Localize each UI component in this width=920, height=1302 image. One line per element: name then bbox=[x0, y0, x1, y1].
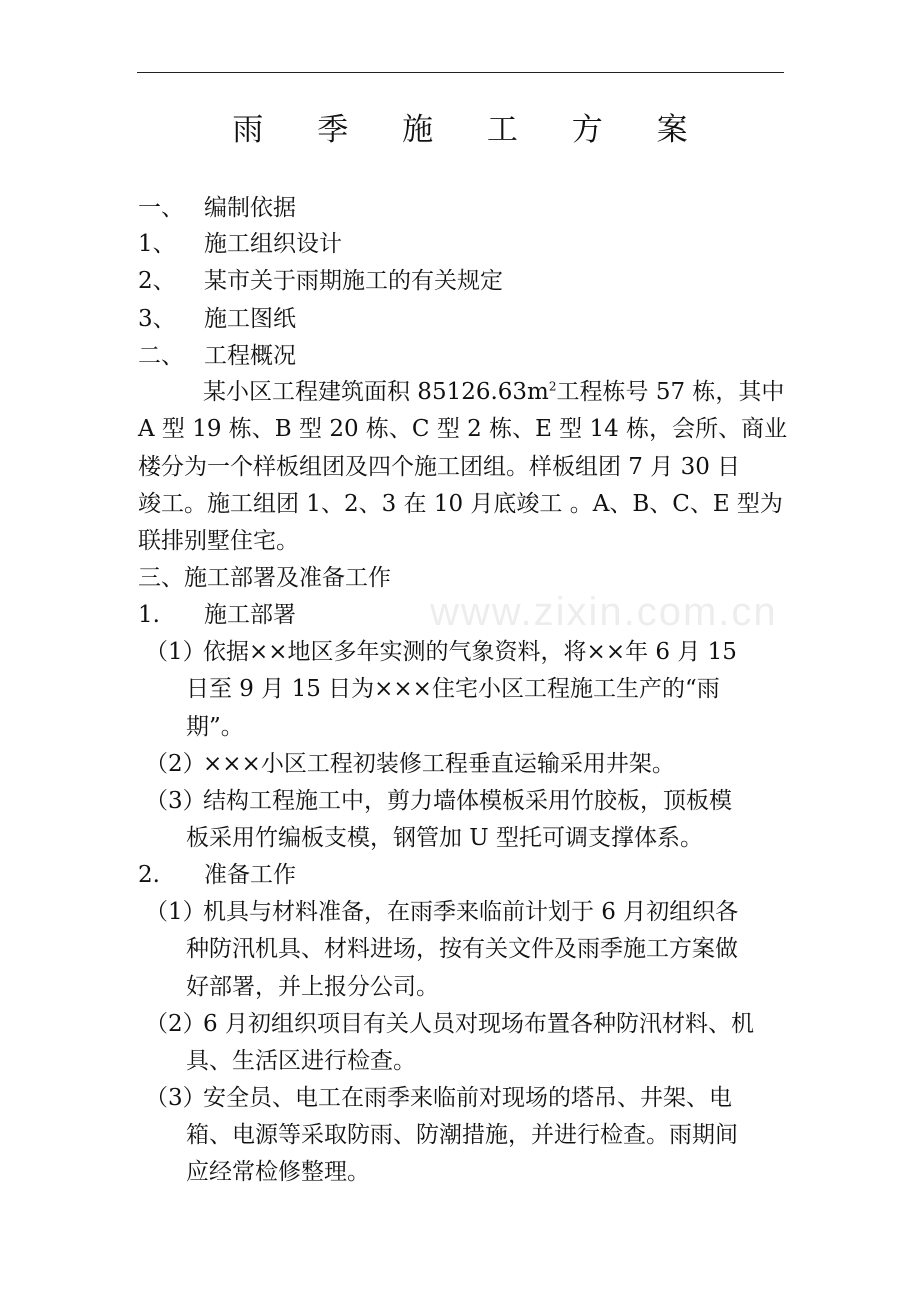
prep-item-line: 好部署，并上报分公司。 bbox=[186, 974, 439, 1000]
section-heading-2: 二、 工程概况 bbox=[138, 343, 296, 369]
overview-line: A 型 19 栋、B 型 20 栋、C 型 2 栋、E 型 14 栋，会所、商业 bbox=[138, 416, 788, 442]
list-item: 1、 施工组织设计 bbox=[138, 231, 342, 257]
section-heading-3: 三、施工部署及准备工作 bbox=[138, 565, 391, 591]
page-title: 雨 季 施 工 方 案 bbox=[232, 112, 710, 148]
prep-item-num: （2） bbox=[145, 1011, 206, 1037]
prep-item-line: 箱、电源等采取防雨、防潮措施，并进行检查。雨期间 bbox=[186, 1122, 738, 1148]
deploy-item-line: 依据××地区多年实测的气象资料，将××年 6 月 15 bbox=[203, 639, 737, 665]
list-item: 3、 施工图纸 bbox=[138, 306, 296, 332]
prep-item-line: 种防汛机具、材料进场，按有关文件及雨季施工方案做 bbox=[186, 936, 738, 962]
overview-line: 联排别墅住宅。 bbox=[138, 528, 299, 554]
overview-line: 某小区工程建筑面积 $85126.63m^2$工程栋号 57 栋，其中 bbox=[203, 379, 785, 405]
deploy-item-num: （2） bbox=[145, 751, 206, 777]
watermark: www.zixin.com.cn bbox=[430, 590, 778, 634]
header-rule bbox=[137, 72, 784, 73]
deploy-item-line: 期”。 bbox=[186, 714, 244, 740]
prep-item-line: 安全员、电工在雨季来临前对现场的塔吊、井架、电 bbox=[203, 1085, 732, 1111]
list-item: 2、 某市关于雨期施工的有关规定 bbox=[138, 268, 503, 294]
overview-line: 楼分为一个样板组团及四个施工团组。样板组团 7 月 30 日 bbox=[138, 454, 741, 480]
deploy-item-num: （1） bbox=[145, 639, 206, 665]
deploy-item-num: （3） bbox=[145, 788, 206, 814]
prep-item-num: （3） bbox=[145, 1085, 206, 1111]
deploy-item-line: 日至 9 月 15 日为×××住宅小区工程施工生产的“雨 bbox=[186, 676, 720, 702]
prep-item-line: 6 月初组织项目有关人员对现场布置各种防汛材料、机 bbox=[203, 1011, 754, 1037]
subsection-heading-2: 2. 准备工作 bbox=[138, 862, 296, 888]
deploy-item-line: ×××小区工程初装修工程垂直运输采用井架。 bbox=[203, 751, 675, 777]
deploy-item-line: 板采用竹编板支模，钢管加 U 型托可调支撑体系。 bbox=[186, 825, 704, 851]
prep-item-line: 机具与材料准备，在雨季来临前计划于 6 月初组织各 bbox=[203, 899, 739, 925]
overview-line: 竣工。施工组团 1、2、3 在 10 月底竣工 。A、B、C、E 型为 bbox=[138, 491, 783, 517]
section-heading-1: 一、 编制依据 bbox=[138, 195, 296, 221]
subsection-heading-1: 1. 施工部署 bbox=[138, 602, 296, 628]
deploy-item-line: 结构工程施工中，剪力墙体模板采用竹胶板，顶板模 bbox=[203, 788, 732, 814]
prep-item-line: 应经常检修整理。 bbox=[186, 1159, 370, 1185]
prep-item-num: （1） bbox=[145, 899, 206, 925]
prep-item-line: 具、生活区进行检查。 bbox=[186, 1048, 416, 1074]
